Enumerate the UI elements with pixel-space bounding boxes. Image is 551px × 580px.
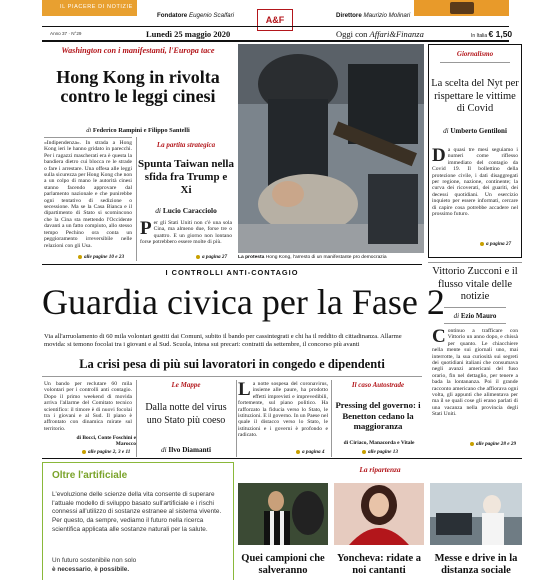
founder-credit: Fondatore Eugenio Scalfari (157, 12, 235, 19)
mappe-kicker: Le Mappe (171, 381, 201, 389)
masthead-logo[interactable]: A&F (257, 9, 293, 31)
taiwan-byline: di Lucio Caracciolo (155, 206, 217, 215)
ripartenza-photo-church[interactable] (430, 483, 522, 545)
autostrade-headline[interactable]: Pressing del governo: i Benetton cedano la maggioranza (335, 400, 421, 431)
main-body: Un bando per reclutare 60 mila volontari per i controlli anti contagio. Dopo il primo weekend di movida arriva l'allarme del Comitato tecnico scientifico: il timore è di nuovi focolai tra i giovani e al Sud. Il piano è affrontato con dinamica mirate sul territorio. (44, 381, 132, 432)
promo-banner-text: IL PIACERE DI NOTIZIE (60, 4, 133, 10)
hongkong-byline: di Federico Rampini e Filippo Santelli (86, 127, 190, 134)
main-deck: Via all'arruolamento di 60 mila volontari gestiti dai Comuni, subito il bando per cassintegrati e chi ha il reddito di cittadinanza. Allarme movida: si temono focolai tra i giovani e al Sud. Scuola, intesa sui precari: contratti da settembre, il concorso più avanti (44, 333, 402, 348)
hongkong-protest-photo[interactable] (238, 44, 424, 253)
mappe-body: La notte sospesa del coronavirus, insieme alle paure, ha prodotto effetti imprevisti e imprevedibili, fortemente, sul piano politico. Ha rafforzato la fiducia verso lo Stato, le istituzioni. E il governo. In un Paese nel quale il distacco verso lo Stato, le istituzioni e i governi è profondo e radicato. (238, 381, 328, 439)
issue-info: Anno 37 · N°29 (50, 31, 82, 36)
zucconi-byline: di Ezio Mauro (453, 312, 497, 320)
ripartenza-headline-1[interactable]: Quei campioni che salveranno (241, 553, 325, 576)
main-headline[interactable]: Guardia civica per la Fase 2 (42, 282, 445, 322)
ad-kicker: Oltre l'artificiale (52, 470, 128, 481)
autostrade-continue[interactable]: alle pagine 13 (362, 449, 398, 455)
ad-tagline: Un futuro sostenibile non solo è necessario, è possibile. (52, 557, 137, 573)
mappe-headline[interactable]: Dalla notte del virus uno Stato più coeso (145, 402, 227, 426)
main-continue[interactable]: alle pagine 2, 3 e 11 (82, 449, 130, 455)
main-byline: di Bocci, Conte Foschini e Marocco (76, 435, 136, 448)
director-credit: Direttore Maurizio Molinari (336, 12, 411, 19)
hongkong-kicker: Washington con i manifestanti, l'Europa tace (61, 46, 215, 55)
protest-photo-illustration (238, 44, 424, 253)
ripartenza-photo-football[interactable] (238, 483, 328, 545)
ripartenza-photo-singer[interactable] (334, 483, 424, 545)
nyt-kicker: Giornalismo (456, 50, 494, 58)
mappe-byline: di Ilvo Diamanti (161, 446, 211, 454)
mappe-continue[interactable]: a pagina 4 (296, 449, 324, 455)
zucconi-continue[interactable]: alle pagine 28 e 29 (470, 441, 516, 447)
photo-caption: La protesta Hong Kong, l'arresto di un manifestante pro democrazia (238, 255, 387, 260)
price: In Italia € 1,50 (471, 29, 513, 39)
promo-banner-left[interactable] (42, 0, 137, 16)
ripartenza-kicker: La ripartenza (359, 465, 401, 474)
taiwan-headline[interactable]: Spunta Taiwan nella sfida fra Trump e Xi (138, 158, 234, 196)
zucconi-body: Continuo a trafficare con Vittorio un anno dopo, e chissà per quanto. Le chiacchiere nella mente sui giornali uno, mai interrotte, la sua curiosità sui segreti dei quotidiani italiani che consumava negli avanzi americani del fuso orario, fin nel dettaglio, per tenere a bada la lontananza. Poi il grande racconto americano che affiorava ogni volta, gli appunti che alimentava per ma il se quali cose gli erano parlati di una vacanza nella provincia degli Stati Uniti. (432, 328, 518, 418)
supplement-note: Oggi con Affari&Finanza (336, 29, 424, 39)
ripartenza-headline-3[interactable]: Messe e drive in la distanza sociale (434, 553, 518, 576)
taiwan-kicker: La partita strategica (156, 141, 216, 149)
nyt-body: Da quasi tre mesi seguiamo i numeri come riflesso immediato del contagio da Covid 19. Il bollettino della protezione civile, i dati disaggregati per regione, nazione, continente; la curva dei ricoverati, dei guariti, dei decessi quotidiani. Un esercizio inquieto per essere informati, cercare di capire cosa potrebbe accadere nel prossimo futuro. (432, 147, 518, 218)
main-subhead[interactable]: La crisi pesa di più sui lavoratori in congedo e dipendenti (79, 357, 385, 371)
zucconi-headline[interactable]: Vittorio Zucconi e il flusso vitale delle notizie (432, 266, 518, 302)
ripartenza-headline-2[interactable]: Yoncheva: ridate a noi cantanti (337, 553, 421, 576)
taiwan-body: Per gli Stati Uniti non c'è una sola Cina, ma almeno due, forse tre o quattro. E un giorno non lontano forse potrebbero essere molte di più. (140, 218, 232, 246)
nyt-continue[interactable]: a pagina 27 (480, 241, 511, 247)
promo-banner-right[interactable] (414, 0, 509, 16)
hongkong-continue[interactable]: alle pagine 10 e 23 (78, 254, 124, 260)
nyt-headline[interactable]: La scelta del Nyt per rispettare le vittime di Covid (431, 78, 519, 114)
hongkong-headline[interactable]: Hong Kong in rivolta contro le leggi cinesi (56, 67, 220, 106)
nyt-byline: di Umberto Gentiloni (443, 127, 507, 135)
main-kicker: I CONTROLLI ANTI-CONTAGIO (165, 268, 299, 277)
autostrade-byline: di Ciriaco, Manacorda e Vitale (343, 440, 415, 446)
issue-date: Lunedì 25 maggio 2020 (146, 29, 231, 39)
hongkong-body: «Indipendenza». In strada a Hong Kong ieri le hanno gridato in parecchi. Per i ragazzi mascherati era è questa la bandiera dietro cui blocca re le strade o fare i arrestare. Una offesa alle leggi sulla sicurezza per Hong Kong che non a un colpo di mano le autorità cinesi stanno facendo approvare dal parlamento nazionale e che punirebbe ogni tentativo di sedizione o secessione. Ma se la Casa Bianca e il dipartimento di Stato si scomincono che la Cina sta mettendo l'Occidente davanti a un fatto compiuto, allo stesso tempo Pechino ora conta un peggioramento irreversibile nelle relazioni con gli Usa. (44, 140, 132, 249)
autostrade-kicker: Il caso Autostrade (351, 381, 405, 389)
taiwan-continue[interactable]: a pagina 27 (196, 254, 227, 260)
ad-text: L'evoluzione delle scienze della vita consente di superare l'attuale modello di sviluppo basato sull'artificiale e i rischi connessi all'utilizzo di sostanze estranee al sistema vivente. Per questo, da sempre, vediamo il futuro nella ricerca scientifica applicata alle sostanze naturali per la salute. (52, 491, 222, 533)
